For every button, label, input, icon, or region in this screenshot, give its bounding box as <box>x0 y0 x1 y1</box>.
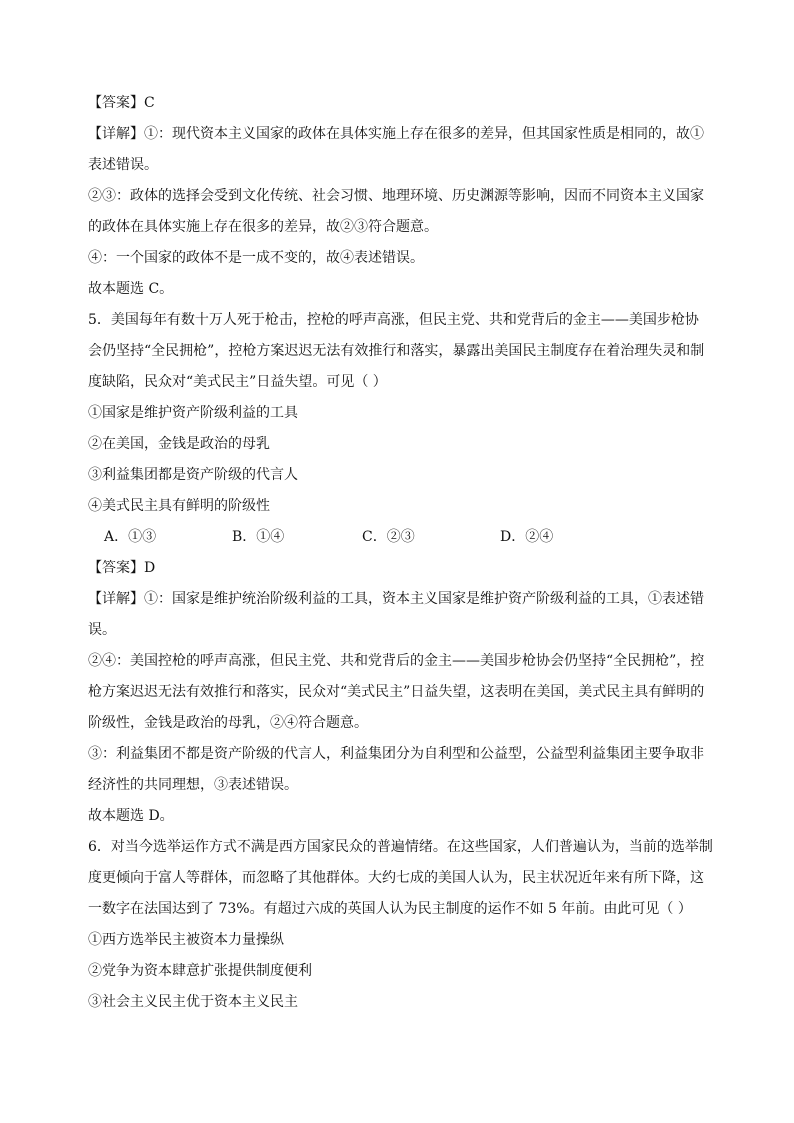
answer-label-q4: 【答案】C <box>88 95 155 111</box>
question-5-line-1: 5．美国每年有数十万人死于枪击，控枪的呼声高涨，但民主党、共和党背后的金主——美国步枪协 <box>88 312 699 328</box>
question-6-statement-2: ②党争为资本肆意扩张提供制度便利 <box>88 963 312 979</box>
explanation-q4-line-5: ④：一个国家的政体不是一成不变的，故④表述错误。 <box>88 250 424 266</box>
option-a: A．①③ <box>104 529 157 545</box>
conclusion-q5: 故本题选 D。 <box>88 808 174 824</box>
explanation-q5-line-1: 【详解】①：国家是维护统治阶级利益的工具，资本主义国家是维护资产阶级利益的工具，①表述错 <box>88 591 704 607</box>
question-5-statement-4: ④美式民主具有鲜明的阶级性 <box>88 498 270 514</box>
question-6-line-2: 度更倾向于富人等群体，而忽略了其他群体。大约七成的美国人认为，民主状况近年来有所下降，这 <box>88 870 704 886</box>
explanation-q5-line-6: ③：利益集团不都是资产阶级的代言人，利益集团分为自利型和公益型，公益型利益集团主要争取非 <box>88 746 704 762</box>
option-b: B．①④ <box>232 529 285 545</box>
explanation-q5-line-7: 经济性的共同理想，③表述错误。 <box>88 777 298 793</box>
explanation-q5-line-3: ②④：美国控枪的呼声高涨，但民主党、共和党背后的金主——美国步枪协会仍坚持“全民拥枪”，控 <box>88 653 705 669</box>
explanation-q4-line-3: ②③：政体的选择会受到文化传统、社会习惯、地理环境、历史渊源等影响，因而不同资本主义国家 <box>88 188 704 204</box>
question-5-line-3: 度缺陷，民众对“美式民主”日益失望。可见（ ） <box>88 374 387 390</box>
option-d: D．②④ <box>500 529 554 545</box>
explanation-q4-line-1: 【详解】①：现代资本主义国家的政体在具体实施上存在很多的差异，但其国家性质是相同的，故① <box>88 126 704 142</box>
question-6-line-3: 一数字在法国达到了 73%。有超过六成的英国人认为民主制度的运作不如 5 年前。由此可见（ ） <box>88 901 692 917</box>
explanation-q4-line-2: 表述错误。 <box>88 157 158 173</box>
question-5-options <box>88 522 714 553</box>
explanation-q5-line-2: 误。 <box>88 622 116 638</box>
answer-label-q5: 【答案】D <box>88 560 156 576</box>
question-5-statement-2: ②在美国，金钱是政治的母乳 <box>88 436 270 452</box>
explanation-q4-line-4: 的政体在具体实施上存在很多的差异，故②③符合题意。 <box>88 219 438 235</box>
question-6-statement-3: ③社会主义民主优于资本主义民主 <box>88 994 298 1010</box>
conclusion-q4: 故本题选 C。 <box>88 281 174 297</box>
question-5-line-2: 会仍坚持“全民拥枪”，控枪方案迟迟无法有效推行和落实，暴露出美国民主制度存在着治理失灵和制 <box>88 343 705 359</box>
question-6-line-1: 6．对当今选举运作方式不满是西方国家民众的普遍情绪。在这些国家，人们普遍认为，当前的选举制 <box>88 839 713 855</box>
explanation-q5-line-4: 枪方案迟迟无法有效推行和落实，民众对“美式民主”日益失望，这表明在美国，美式民主具有鲜明的 <box>88 684 705 700</box>
question-5-statement-3: ③利益集团都是资产阶级的代言人 <box>88 467 298 483</box>
explanation-q5-line-5: 阶级性，金钱是政治的母乳，②④符合题意。 <box>88 715 368 731</box>
question-5-statement-1: ①国家是维护资产阶级利益的工具 <box>88 405 298 421</box>
document-page <box>88 88 714 1018</box>
question-6-statement-1: ①西方选举民主被资本力量操纵 <box>88 932 284 948</box>
option-c: C．②③ <box>362 529 415 545</box>
